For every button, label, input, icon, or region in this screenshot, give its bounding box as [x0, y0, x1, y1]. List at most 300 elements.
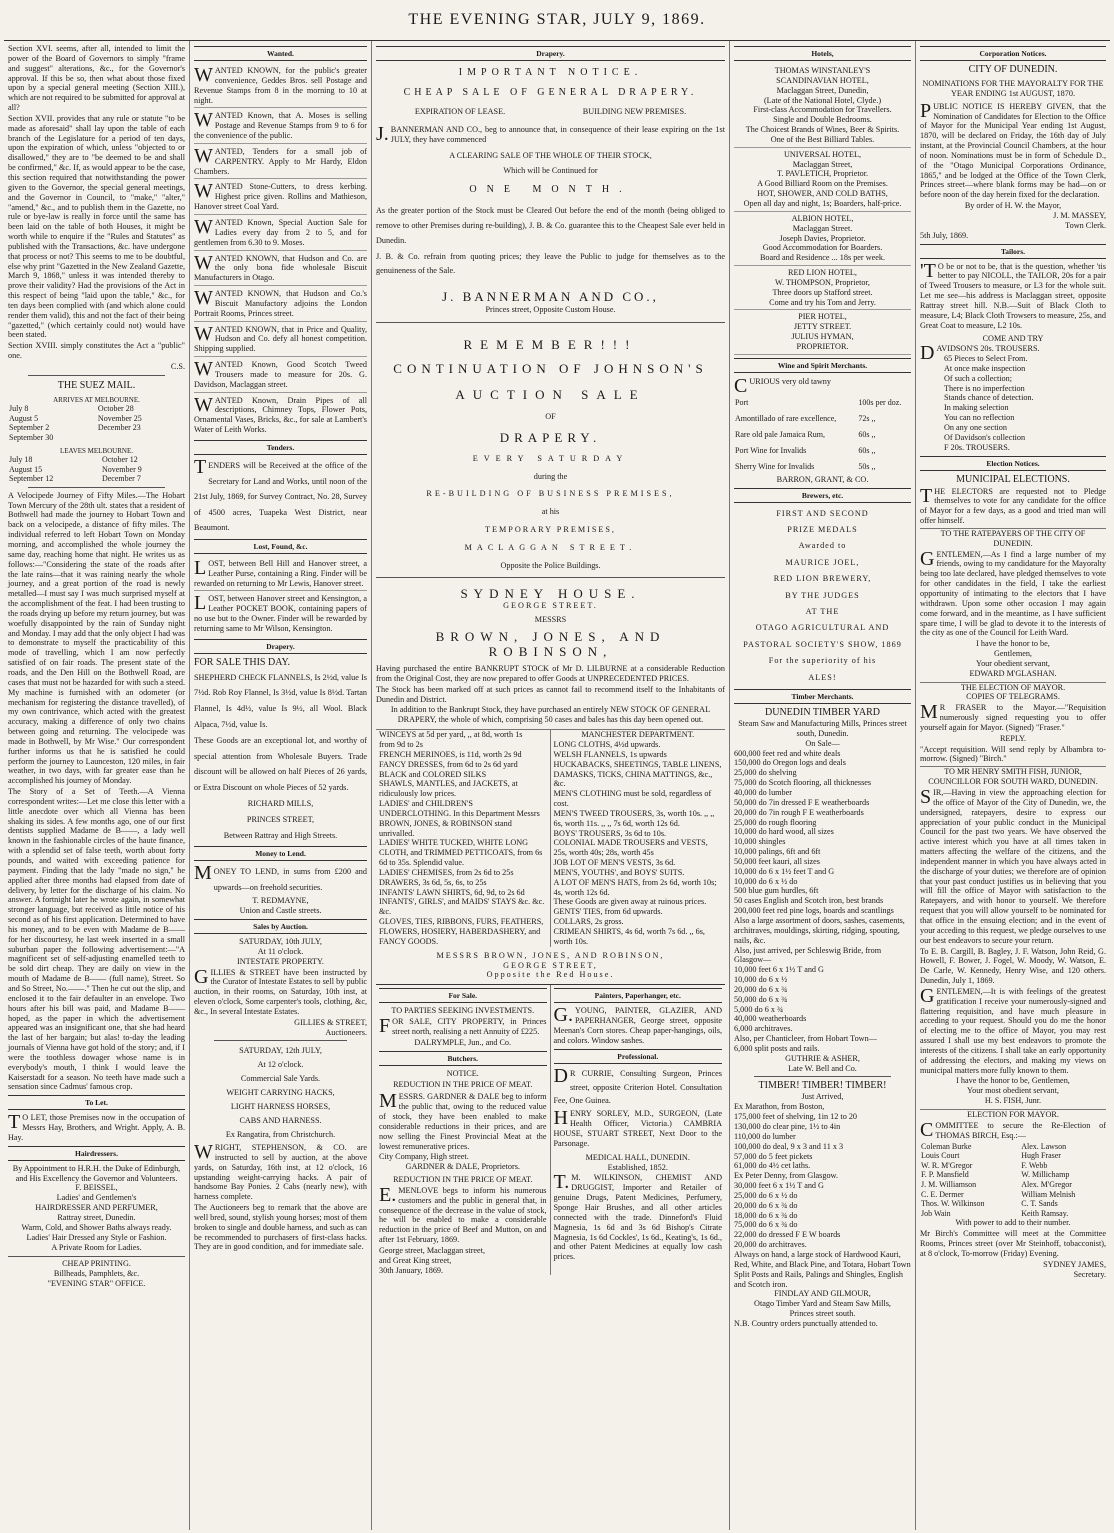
- hair-line: A Private Room for Ladies.: [51, 1242, 142, 1252]
- committee-row-cell: C. E. Dermer: [921, 1189, 964, 1199]
- timber-1-line: 10,000 feet 6 x 1½ T and G: [734, 965, 824, 975]
- butchers-body-2: E.MENLOVE begs to inform his numerous customers and the public in general that, in consequence of the decrease in the value of stock, he will be enabled to make a considerable reduction in the price of Beef and Mutton, on and after 1st February, 1869.: [379, 1183, 547, 1245]
- arriving-row-cell: December 23: [97, 423, 141, 433]
- hairdresser-ad: [8, 1164, 185, 1253]
- timber-1-line: 10,000 do 6 x ½: [734, 975, 788, 985]
- arriving-row-cell: November 25: [97, 413, 142, 423]
- sydney-house: SYDNEY HOUSE.: [460, 585, 641, 601]
- tailors-header: Tailors.: [920, 244, 1106, 259]
- wine-row-cell: 50s ,,: [858, 461, 876, 471]
- bjr-right-item: MEN'S CLOTHING must be sold, regardless of cost.: [553, 789, 712, 809]
- tailors-davidson-title: DAVIDSON'S 20s. TROUSERS.: [920, 342, 1040, 365]
- brewers-line: AT THE: [805, 607, 840, 617]
- arriving-row-cell: September 2: [9, 423, 50, 433]
- smith-names: To E. B. Cargill, B. Bagley, J. F. Watson, John Reid, G. Howell, F. Bower, J. Fogel, W. Moody, W. Watson, E. De Carle, W. Kennedy, Henry Wise, and 120 others. Dunedin, July 1, 1869.: [920, 946, 1106, 986]
- timber-1-line: 10,000 do 6 x ½ do: [734, 876, 798, 886]
- drapery-title-3: DRAPERY.: [499, 430, 602, 446]
- arriving-row-cell: October 28: [97, 404, 134, 414]
- bjr-body-2: The Stock has been marked off at such prices as cannot fail to recommend itself to the Inhabitants of Dunedin and District.: [376, 684, 725, 704]
- smith-body: SIR,—Having in view the approaching election for the office of Mayor of the City of Dunedin, we, the undersigned, ratepayers, desire to express our appreciation of your public conduct in the Municipal Council for the past two years. We have observed the active interest which you have at all times taken in matters affecting the welfare of the citizens, and the independent manner in which you have always acted in the discharge of your duties; we therefore are of opinion that your past conduct justifies us in believing that you will fill the office of Mayor with satisfaction to the Ratepayers, and with honor to yourself. We therefore request that you will allow yourself to be nominated for that office in the ensuing election; and in the event of your acceding to this request, we pledge ourselves to use our best endeavors to secure your return.: [920, 786, 1106, 945]
- lease-line: [376, 107, 725, 117]
- column-5: [916, 41, 1110, 1530]
- timber-2-line: Ex Marathon, from Boston,: [734, 1102, 825, 1112]
- committee-row-cell: W. R. M'Gregor: [921, 1160, 973, 1170]
- committee-row-cell: Hugh Fraser: [1021, 1151, 1061, 1161]
- forsale-signature: DALRYMPLE, Jun., and Co.: [414, 1037, 512, 1047]
- bjr-title: BROWN, JONES, AND ROBINSON,: [435, 628, 666, 660]
- clearing-sale: A CLEARING SALE OF THE WHOLE OF THEIR STOCK,: [449, 150, 652, 160]
- article-paragraph: Section XVI. seems, after all, intended to limit the power of the Board of Governors to simply "frame and suggest" alterations, &c., for the Governor's approval. If this be so, then what about those fixed upon by a special general meeting (Section XIII.), which are not required to be submitted for approval at all?: [8, 44, 185, 113]
- brewers-line: For the superiority of his: [768, 656, 877, 666]
- butchers-header: Butchers.: [379, 1051, 547, 1066]
- money-sig-line: T. REDMAYNE,: [252, 896, 309, 906]
- timber-1-signature: [734, 1054, 911, 1074]
- bjr-right-item: COLONIAL MADE TROUSERS and VESTS, 25s, worth 40s; 28s, worth 45s: [553, 838, 708, 858]
- bjr-left-item: FANCY DRESSES, from 6d to 2s 6d yard: [379, 759, 518, 769]
- timber-1-title: DUNEDIN TIMBER YARD: [765, 707, 880, 719]
- wanted-ad: WANTED KNOWN, that Hudson and Co.'s Biscuit Manufactory adjoins the London Portrait Rooms, Princes street.: [194, 287, 367, 322]
- auction-2-line: Ex Rangatira, from Christchurch.: [225, 1130, 336, 1140]
- hotel-line: HOT, SHOWER, AND COLD BATHS,: [757, 189, 888, 199]
- auction-1-line: INTESTATE PROPERTY.: [237, 956, 324, 966]
- arriving-row: [8, 414, 185, 424]
- arriving-row-cell: August 5: [9, 413, 39, 423]
- bjr-left-item: LADIES' CHEMISES, from 2s 6d to 25s: [379, 867, 514, 877]
- ratepayers-sig-line: Gentlemen,: [994, 649, 1032, 659]
- smith-title: TO MR HENRY SMITH FISH, JUNIOR, COUNCILLOR FOR SOUTH WARD, DUNEDIN.: [920, 766, 1106, 787]
- committee-row: [920, 1151, 1106, 1161]
- brewers-line: BY THE JUDGES: [785, 590, 860, 600]
- bjr-left-item: FRENCH MERINOES, is 11d, worth 2s 9d: [379, 749, 522, 759]
- professional-header: Professional.: [554, 1049, 723, 1064]
- election-mayor-title: THE ELECTION OF MAYOR.: [920, 682, 1106, 693]
- committee-row-cell: Keith Ramsay.: [1021, 1208, 1069, 1218]
- corp-sig-line: J. M. MASSEY,: [1053, 210, 1106, 220]
- rebuilding-label: RE-BUILDING OF BUSINESS PREMISES,: [426, 489, 675, 499]
- wine-row: [734, 411, 911, 427]
- wine-row-cell: Port Wine for Invalids: [735, 445, 807, 455]
- auction-1-sig-line: Auctioneers.: [325, 1027, 367, 1037]
- timber-2-line: 20,000 do architraves.: [734, 1240, 807, 1250]
- hair-line: Warm, Cold, and Shower Baths always ready.: [21, 1222, 172, 1232]
- timber-1-line: 40,000 do lumber: [734, 788, 792, 797]
- timber-2-line: 20,000 do 6 x ¾ do: [734, 1200, 798, 1210]
- bjr-right-item: MEN'S TWEED TROUSERS, 3s, worth 10s. ,, ,, 6s, worth 11s. ,, ,, 7s 6d, worth 12s 6d.: [553, 808, 715, 828]
- corporation-header: Corporation Notices.: [920, 46, 1106, 61]
- hotel-line: PIER HOTEL,: [798, 312, 847, 322]
- wanted-ad: WANTED Known, Special Auction Sale for Ladies every day from 2 to 5, and for gentlemen from 6.30 to 9. Moses.: [194, 216, 367, 251]
- wine-row-cell: Rare old pale Jamaica Rum,: [735, 429, 825, 439]
- mayor-note: Mr Birch's Committee will meet at the Committee Rooms, Princes street (over Mr Steinhoff, tobacconist), at 8 o'clock, To-morrow (Friday) Evening.: [920, 1229, 1106, 1258]
- timber-1-sale: On Sale—: [805, 738, 840, 748]
- bjr-right-item: These Goods are given away at ruinous prices.: [553, 897, 707, 907]
- auction-2-line: LIGHT HARNESS HORSES,: [230, 1102, 331, 1112]
- hotel-line: SCANDINAVIAN HOTEL,: [776, 75, 869, 85]
- notice-title: IMPORTANT NOTICE.: [458, 67, 643, 78]
- bjr-right-item: HUCKABACKS, SHEETINGS, TABLE LINENS, DAMASKS, TICKS, CHINA MATTINGS, &c., &c.: [553, 759, 722, 789]
- timber-2-line: 30,000 feet 6 x 1½ T and G: [734, 1181, 824, 1191]
- arriving-row-cell: September 30: [9, 433, 54, 443]
- drapery-sig-line: PRINCES STREET,: [246, 815, 315, 824]
- timber-1-line: 10,000 do 6 x 1½ feet T and G: [734, 866, 835, 876]
- auction-1-line: SATURDAY, 10th JULY,: [239, 937, 322, 946]
- committee-table: [920, 1142, 1106, 1219]
- lost-header: Lost, Found, &c.: [194, 539, 367, 554]
- wine-row-cell: 100s per doz.: [858, 397, 902, 407]
- reply-label: REPLY.: [999, 733, 1027, 743]
- leaving-label: LEAVES MELBOURNE.: [60, 446, 133, 455]
- timber-1-line: 10,000 palings, 6ft and 6ft: [734, 847, 821, 857]
- bannerman-body: As the greater portion of the Stock must be Cleared Out before the end of the month (being obliged to remove to other Premises during re-building), J. B. & Co. guarantee this to the Cheapest Sale ever held in Dunedin.: [376, 206, 725, 245]
- auction-2-line: SATURDAY, 12th JULY,: [239, 1046, 322, 1056]
- mayor-body: COMMITTEE to secure the Re-Election of THOMAS BIRCH, Esq.:—: [920, 1118, 1106, 1141]
- painters-ad: G.YOUNG, PAINTER, GLAZIER, AND PAPERHANGER, George street, opposite Meenan's Corn stores. Cheap paper-hangings, oils, and colors. Window sashes.: [553, 1004, 722, 1045]
- committee-row-cell: Alex. Lawson: [1021, 1141, 1067, 1151]
- forsale-header: For Sale.: [379, 988, 547, 1003]
- remember-title: REMEMBER!!!: [463, 337, 638, 353]
- bjr-footer-line: GEORGE STREET,: [503, 960, 598, 970]
- committee-row: [920, 1161, 1106, 1171]
- timber-1-line: 500 blue gum hurdles, 6ft: [734, 886, 819, 896]
- bjr-left-list: [376, 730, 551, 947]
- prof-sorley: HENRY SORLEY, M.D., SURGEON, (Late Health Officer, Victoria.) CAMBRIA HOUSE, STUART STREET, Next Door to the Parsonage.: [553, 1107, 722, 1148]
- bjr-left-item: SHAWLS, MANTLES, and JACKETS, at ridiculously low prices.: [379, 779, 518, 799]
- tolet-header: To Let.: [8, 1095, 185, 1110]
- bjr-left-item: LADIES' WHITE TUCKED, WHITE LONG CLOTH, and TRIMMED PETTICOATS, from 6s 6d to 35s. Splendid value.: [379, 838, 543, 868]
- committee-row-cell: W. Millichamp: [1021, 1170, 1070, 1180]
- timber-2-list: [734, 1102, 911, 1289]
- bjr-right-item: A LOT OF MEN'S HATS, from 2s 6d, worth 10s; 4s, worth 12s 6d.: [553, 877, 717, 897]
- of-label: OF: [545, 412, 556, 422]
- tailors-poem-line: Stands chance of detection.: [944, 393, 1034, 403]
- smith-reply: GENTLEMEN,—It is with feelings of the greatest gratification I receive your numerously-signed and flattering requisition, and have much pleasure in acceding to your request. Should you do me the honor of electing me to the office of Mayor, you may rest assured I shall use my best endeavors to promote the interests of the citizens. I shall take an early opportunity of addressing the electors, and making my views on municipal matters more fully known to them.: [920, 984, 1106, 1075]
- timber-1-line: 200,000 feet red pine logs, boards and scantlings: [734, 906, 894, 916]
- leaving-row-cell: November 9: [101, 464, 142, 474]
- auction-2-note: The Auctioneers beg to remark that the above are well bred, sound, stylish young horses; most of them broken to single and double harness, and such as can be recommended to purchasers of first-class hacks. They are in good condition, and for immediate sale.: [194, 1203, 367, 1252]
- wine-signature: BARRON, GRANT, & CO.: [776, 474, 869, 484]
- continuation-title: CONTINUATION OF JOHNSON'S: [393, 361, 708, 377]
- brewers-line: Awarded to: [798, 541, 847, 551]
- drapery-signature: [194, 796, 367, 843]
- brewers-line: PASTORAL SOCIETY'S SHOW, 1869: [743, 639, 902, 649]
- committee-row: [920, 1180, 1106, 1190]
- article-statutes: [8, 44, 185, 361]
- butchers-notice: NOTICE.: [446, 1068, 479, 1078]
- bjr-footer-line: Opposite the Red House.: [486, 970, 615, 980]
- expiration-label: EXPIRATION OF LEASE.: [414, 107, 506, 116]
- article-paragraph: Section XVII. provides that any rule or statute "to be made as aforesaid" shall lay upon the table of each branch of the Legislature for a period of ten days, upon the expiration of which, unless "objected to or disallowed," they are to "be deemed to be and shall be confirmed," &c. If, as would appear to be the case, this section required that notwithstanding the power given to the Governor, the special general meetings, and the Governor in Council, to "make," "alter," "amend," &c., and to publish them in the Gazette, no rule or bye-law is really in force until the same has been laid on the table of both Houses, it might be worth while to enquire if the "Rules and Statutes" as published with the Transactions, &c. have undergone that process or not? This seems to me to be doubtful, else why print "Gazetted in the New Zealand Gazette, March 9, 1868," unless it was intended thereby to prove their validity? Had the provisions of the Act in this respect of being "laid upon the table," &c., for ten days been complied with (and which alone could render them valid), this and not the fact of their being "gazetted," (which certainly could not) would have been stated.: [8, 113, 185, 340]
- bjr-left-item: BLACK and COLORED SILKS: [379, 769, 487, 779]
- tailors-poem-line: On any one section: [944, 423, 1007, 432]
- butchers-reduction-2: REDUCTION IN THE PRICE OF MEAT.: [393, 1175, 533, 1185]
- column-3: [372, 41, 730, 1530]
- hotel-line: (Late of the National Hotel, Clyde.): [763, 95, 882, 105]
- tolet-ad: TO LET, those Premises now in the occupation of Messrs Hay, Brothers, and Wright. Apply, A. B. Hay.: [8, 1111, 185, 1142]
- butchers-sig-line: and Great King street,: [379, 1255, 452, 1265]
- wine-row-cell: 60s ,,: [858, 429, 876, 439]
- temporary-premises: TEMPORARY PREMISES,: [485, 525, 616, 535]
- bjr-right-item: CRIMEAN SHIRTS, 4s 6d, worth 7s 6d. ,, 6s, worth 10s.: [553, 927, 705, 946]
- manchester-title: MANCHESTER DEPARTMENT.: [581, 730, 695, 740]
- bannerman-body-2: J. B. & Co. refrain from quoting prices; they leave the Public to judge for themselves as to the genuineness of the Sale.: [376, 251, 725, 276]
- timber-2-line: 25,000 do 6 x ½ do: [734, 1190, 798, 1200]
- committee-row-cell: Thos. W. Wilkinson: [921, 1199, 985, 1209]
- timber-1-line: Also, per Chanticleer, from Hobart Town—: [734, 1034, 877, 1044]
- lost-ad: LOST, between Bell Hill and Hanover street, a Leather Purse, containing a Ring. Finder will be rewarded on returning to Mr Lewis, Hanover street.: [194, 557, 367, 592]
- wanted-ad: WANTED Known, Good Scotch Tweed Trousers made to measure for 20s. G. Davidson, Maclaggan street.: [194, 358, 367, 393]
- medical-hall-title: MEDICAL HALL, DUNEDIN.: [585, 1152, 690, 1162]
- bjr-left-item: INFANTS' LAWN SHIRTS, 6d, 9d, to 2s 6d: [379, 887, 525, 897]
- arriving-table: [8, 404, 185, 442]
- auction-2-line: CABS AND HARNESS.: [239, 1116, 322, 1126]
- mayor-sig-line: SYDNEY JAMES,: [1043, 1259, 1106, 1269]
- committee-row-cell: Job Wain: [921, 1208, 951, 1218]
- hotel-line: Maclaggan Street,: [792, 159, 853, 169]
- hotel-line: Good Accommodation for Boarders.: [762, 243, 883, 253]
- hotel-line: T. PAVLETICH, Proprietor.: [776, 169, 869, 179]
- timber-2-line: 75,000 do 6 x ¾ do: [734, 1220, 798, 1230]
- smith-sig-line: Your most obedient servant,: [967, 1086, 1059, 1096]
- mayor-title: ELECTION FOR MAYOR.: [920, 1109, 1106, 1120]
- timber-1-line: 25,000 do rough flooring: [734, 817, 817, 827]
- tenders-header: Tenders.: [194, 440, 367, 455]
- drapery-body: [194, 670, 367, 796]
- committee-row-cell: Alex. M'Gregor: [1021, 1179, 1072, 1189]
- brewers-header: Brewers, etc.: [734, 488, 911, 503]
- medical-hall-established: Established, 1852.: [607, 1162, 668, 1172]
- committee-row-cell: J. M. Williamson: [921, 1179, 977, 1189]
- timber-2-line: Always on hand, a large stock of Hardwood Kauri, Red, White, and Black Pine, and Totara, Hobart Town Split Posts and Rails, Palings and Shingles, English and Scotch iron.: [734, 1249, 911, 1289]
- leaving-row: [8, 455, 185, 465]
- cheap-sale-title: CHEAP SALE OF GENERAL DRAPERY.: [403, 87, 698, 98]
- mayor-power: With power to add to their number.: [955, 1218, 1071, 1228]
- teeth-article: The Story of a Set of Teeth.—A Vienna correspondent writes:—Let me close this letter with a little anecdote over which all Vienna has been shaking its sides. A few months ago, one of our first dentists supplied Madame de B——, a lady well known in the fashionable circles of the haute finance, with a splendid set of false teeth, worth about forty pounds, and waited with exceeding patience for payment. Finding that the lady "made no sign," he applied after three months had elapsed from date of delivery, by letter for the discharge of his claim. No answer. A fortnight later he wrote again, in somewhat stronger language, but received as little notice of his second as of his first application. Determined to have his money, and to be even with Madame de B—— for her discourtesy, he last week inserted in a small suburban paper the following advertisement:—"A magnificent set of self-adjusting enamelled teeth to be sold dirt cheap. They are daily on view in the mouth of Madame de B—— (full name), Street. So and So Street, No.——." Then he cut out the slip, and enclosed it to the fair defaulter in an envelope. Two hours after his bill was paid, and Madame B—— hoped, as the paper in which the advertisement appeared was an insignificant one, that she had heard the last of her bargain; but alas! to-day the leading journals of Vienna have got hold of the story; and, if I were the toothless dowager whose name is in everybody's mouth, I think I would leave the Kaiserstadt for a season. No teeth have made such a sensation since Cadmus' famous crop.: [8, 787, 185, 1092]
- hotel-line: PROPRIETOR.: [796, 341, 849, 351]
- wine-header: Wine and Spirit Merchants.: [734, 358, 911, 373]
- tailors-poem-line: At once make inspection: [944, 363, 1026, 373]
- corp-date: 5th July, 1869.: [920, 230, 969, 240]
- money-signature: [194, 896, 367, 916]
- arriving-row: [8, 433, 185, 443]
- timber-1-line: 600,000 feet red and white deals: [734, 748, 841, 758]
- one-month: ONE MONTH.: [469, 184, 632, 196]
- timber-2-line: 175,000 feet of shelving, 1in 12 to 20: [734, 1112, 858, 1122]
- timber-2-line: 22,000 do dressed F E W boards: [734, 1230, 841, 1240]
- timber-1-line: Also a large assortment of doors, sashes, casements, architraves, mouldings, skirting, ridging, spouting, nails, &c.: [734, 915, 905, 945]
- butchers-signature: GARDNER & DALE, Proprietors.: [405, 1162, 520, 1172]
- hotel-line: Open all day and night, 1s; Boarders, half-price.: [743, 198, 902, 208]
- wanted-ad: WANTED, Tenders for a small job of CARPENTRY. Apply to Mr Hardy, Eldon Chambers.: [194, 145, 367, 180]
- at-his-label: at his: [541, 507, 560, 517]
- column-4: [730, 41, 916, 1530]
- money-sig-line: Union and Castle streets.: [239, 906, 322, 916]
- telegram-2: "Accept requisition. Will send reply by Albambra to-morrow. (Signed) "Birch.": [920, 744, 1106, 764]
- tailors-poem-line: 65 Pieces to Select From.: [944, 354, 1028, 364]
- messrs-label: MESSRS: [534, 615, 567, 625]
- leaving-table: [8, 455, 185, 484]
- timber-2-note: N.B. Country orders punctually attended to.: [734, 1318, 878, 1328]
- tailors-poem-line: Of such a collection;: [944, 373, 1012, 383]
- timber-2-sig-line: Otago Timber Yard and Steam Saw Mills,: [754, 1299, 891, 1309]
- timber-2-line: 130,000 do clear pine, 1½ to 4in: [734, 1122, 841, 1131]
- leaving-row: [8, 474, 185, 484]
- municipal-notice: THE ELECTORS are requested not to Pledge themselves to vote for any candidate for the office of Mayor for a few days, as a good and tried man will offer himself.: [920, 484, 1106, 526]
- bannerman-name: J. BANNERMAN AND CO.,: [442, 289, 659, 305]
- corp-city: CITY OF DUNEDIN.: [968, 64, 1058, 75]
- tailors-poem-line: In making selection: [944, 403, 1009, 413]
- hotel-red-lion: [734, 266, 911, 310]
- smith-sig-line: H. S. FISH, Junr.: [984, 1096, 1042, 1106]
- lost-list: [194, 557, 367, 636]
- timber-1-list: [734, 749, 911, 1054]
- hotel-albion: [734, 212, 911, 266]
- committee-row-cell: William Melnish: [1021, 1189, 1076, 1199]
- telegrams-title: COPIES OF TELEGRAMS.: [966, 692, 1060, 702]
- bjr-right-item: GENTS' TIES, from 6d upwards.: [553, 907, 663, 917]
- maclaggan-street: MACLAGGAN STREET.: [464, 542, 637, 552]
- wanted-ad: WANTED KNOWN, for the public's greater convenience, Geddes Bros. sell Postage and Revenue Stamps from 8 in the morning to 10 at night.: [194, 64, 367, 108]
- drapery-header-2: Drapery.: [194, 639, 367, 654]
- auction-1-line: At 11 o'clock.: [257, 946, 304, 956]
- printing-ad: [8, 1256, 185, 1289]
- drapery-paragraph: SHEPHERD CHECK FLANNELS, Is 2½d, value Is 7½d. Rob Roy Flannel, Is 3½d, value Is 8½d. Tartan Flannel, Is 4d½, value Is 9½, all Wool. Black Alpaca, 7½d, value Is.: [194, 672, 367, 729]
- brewers-line: OTAGO AGRICULTURAL AND: [755, 623, 890, 633]
- hotel-line: JULIUS HYMAN,: [791, 332, 854, 342]
- drapery-sig-line: Between Rattray and High Streets.: [223, 830, 338, 840]
- bjr-right-item: JOB LOT OF MEN'S VESTS, 3s 6d.: [553, 858, 676, 868]
- timber-1-line: 5,000 do 6 x ¾: [734, 1004, 784, 1014]
- committee-row-cell: C. T. Sands: [1021, 1199, 1058, 1209]
- column-2: [190, 41, 372, 1530]
- leaving-row-cell: August 15: [9, 464, 43, 474]
- tailors-poem-line: Of Davidson's collection: [944, 432, 1026, 442]
- auction-sale-title: AUCTION SALE: [455, 386, 646, 402]
- brewers-line: PRIZE MEDALS: [787, 525, 858, 535]
- timber-1-line: 40,000 weatherboards: [734, 1014, 807, 1024]
- timber-1-line: 150,000 do Oregon logs and deals: [734, 758, 846, 768]
- hair-line: HAIRDRESSER AND PERFUMER,: [35, 1203, 158, 1213]
- timber-1-line: 50,000 feet kauri, all sizes: [734, 856, 820, 866]
- timber-1-line: 50,000 do 7in dressed F E weatherboards: [734, 797, 870, 807]
- auction-1-title: [194, 937, 367, 967]
- bjr-footer: [376, 951, 725, 981]
- election-header: Election Notices.: [920, 456, 1106, 471]
- arriving-row: [8, 404, 185, 414]
- timber-2-sig-line: FINDLAY AND GILMOUR,: [774, 1289, 871, 1299]
- hotel-line: Single and Double Bedrooms.: [773, 115, 872, 125]
- continued-label: Which will be Continued for: [503, 166, 598, 176]
- timber-2-line: 110,000 do lumber: [734, 1131, 796, 1141]
- ratepayers-sig-line: Your obedient servant,: [976, 658, 1050, 668]
- brewers-line: ALES!: [808, 672, 837, 682]
- butchers-sig-line: George street, Maclaggan street,: [379, 1245, 486, 1255]
- arriving-row-cell: July 8: [9, 404, 29, 414]
- hotel-line: RED LION HOTEL,: [788, 268, 857, 278]
- committee-row-cell: F. P. Mansfield: [921, 1170, 969, 1180]
- butchers-reduction: REDUCTION IN THE PRICE OF MEAT.: [393, 1080, 533, 1090]
- timber-1-line: 75,000 do Scotch flooring, all thicknesses: [734, 778, 872, 788]
- bjr-left-item: DRAWERS, 3s 6d, 5s, 6s, to 25s: [379, 877, 487, 887]
- auction-2-line: WEIGHT CARRYING HACKS,: [226, 1088, 335, 1098]
- timber-1-line: 6,000 split posts and rails.: [734, 1043, 820, 1053]
- tenders-ad: TENDERS will be Received at the office of the Secretary for Land and Works, until noon of the 21st July, 1869, for Survey Contract, No. 28, Survey of 4500 acres, Tuapeka West District, near Beaumont.: [194, 456, 367, 533]
- during-label: during the: [533, 471, 568, 481]
- ratepayers-sig-line: EDWARD M'GLASHAN.: [969, 668, 1057, 678]
- timber-1-line: 20,000 do 7in rough F E weatherboards: [734, 807, 864, 817]
- timber-2-line: 61,000 do 4½ cet laths.: [734, 1161, 811, 1171]
- masthead: THE EVENING STAR, JULY 9, 1869.: [408, 11, 706, 29]
- wine-table: [734, 395, 911, 475]
- wine-row-cell: Amontillado of rare excellence,: [735, 413, 837, 423]
- leaving-row-cell: October 12: [101, 455, 138, 464]
- bjr-body-3: In addition to the Bankrupt Stock, they have purchased an entirely NEW STOCK OF GENERAL DRAPERY, the whole of which, comprising 50 cases and bales has this day been opened out.: [390, 705, 711, 725]
- drapery-sig-line: RICHARD MILLS,: [247, 799, 314, 809]
- timber-1-sig-line: Late W. Bell and Co.: [788, 1063, 857, 1073]
- money-ad: MONEY TO LEND, in sums from £200 and upwards—on freehold securities.: [194, 862, 367, 892]
- timber-2-sig-line: Princes street south.: [789, 1309, 856, 1319]
- wine-row-cell: 72s ,,: [858, 413, 876, 423]
- hotels-header: Hotels,: [734, 46, 911, 61]
- article-signature: C.S.: [170, 362, 185, 371]
- velocipede-article: A Velocipede Journey of Fifty Miles.—The Hobart Town Mercury of the 28th ult. states that a resident of Bothwell had made the journey to Hobart Town and back on a velocipede, a distance of fifty miles. The individual referred to left Hobart Town on Monday morning, and accomplished the whole journey the same day, reaching home that night. He writes us as follows:—"Considering the state of the roads after the late rains—that it was raining nearly the whole journey, and a great portion of the road is newly metalled—I must say I was much surprised myself at the accomplishment of the feat. I had been trusting to the roads drying up before my return journey, but was woefully disappointed by the rain of Sunday night and Monday. I may add that the only object I had was to demonstrate to myself the practicability of this mode of travelling, which I am now perfectly satisfied of on fair roads. The present state of the roads, and the Den Hill on the Bothwell Road, are cases that must not be hazarded for with such a steed. My machine is furnished with an odometer (or mechanism for registering the distance travelled), of my own contrivance, which acted with the greatest accuracy, making a difference of only two chains between going and returning. The velocipede was made in Bothwell, by Mr Wise." Our correspondent further informs us that he is satisfied he could perform the journey to Launceston, 120 miles, in fair weather, in two days, with far greater ease than he accomplished his journey of Monday.: [8, 490, 185, 786]
- brewers-line: FIRST AND SECOND: [776, 508, 869, 518]
- auction-2-body: WRIGHT, STEPHENSON, & CO. are instructed to sell by auction, at the above yards, on Saturday, 16th inst, at 12 o'clock, 16 upstanding weight-carrying hacks. A pair of handsome Bay Ponies. 2 Cabs (nearly new), with harness complete.: [194, 1141, 367, 1202]
- drapery-header-3: Drapery.: [376, 46, 725, 61]
- leaving-row-cell: July 18: [9, 455, 33, 464]
- tailors-poem-line: You can no reflection: [944, 413, 1015, 423]
- corp-title: NOMINATIONS FOR THE MAYORALTY FOR THE YEAR ENDING 1st AUGUST, 1870.: [922, 79, 1104, 98]
- mayor-signature: [920, 1260, 1106, 1280]
- hotel-line: The Choicest Brands of Wines, Beer & Spirits.: [745, 125, 900, 135]
- auction-1-body: GILLIES & STREET have been instructed by the Curator of Intestate Estates to sell by public auction, in their rooms, on Saturday, 10th inst, at eleven o'clock, Some carpenter's tools, clothing, &c, &c., In several Intestate Estates.: [194, 965, 367, 1016]
- bannerman-intro: J.BANNERMAN AND CO., beg to announce that, in consequence of their lease expiring on the 1st JULY, they have commenced: [376, 122, 725, 145]
- hotel-line: Board and Residence ... 18s per week.: [759, 253, 886, 263]
- wanted-ad: WANTED KNOWN, that Hudson and Co. are the only bona fide wholesale Biscuit Manufacturers in Otago.: [194, 252, 367, 287]
- hair-line: F. BEISSEL,: [75, 1183, 118, 1193]
- hotel-line: W. THOMPSON, Proprietor,: [775, 277, 870, 287]
- hotel-pier: [734, 310, 911, 354]
- butchers-body: MESSRS. GARDNER & DALE beg to inform the public that, owing to the reduced value of stock, they have been enabled to make considerable reductions in their prices, and are now selling the Finest Provincial Meat at the lowest remunerative prices.: [379, 1090, 547, 1151]
- mayor-sig-line: Secretary.: [1073, 1269, 1106, 1279]
- hotel-universal: [734, 148, 911, 212]
- bjr-right-list: [554, 740, 723, 947]
- wanted-ad: WANTED Known, Drain Pipes of all descriptions, Chimney Tops, Flower Pots, Ornamental Vases, Bricks, &c., for sale at Lambert's Water of Leith Works.: [194, 393, 367, 435]
- committee-row: [920, 1209, 1106, 1219]
- printing-line: "EVENING STAR" OFFICE.: [47, 1279, 146, 1289]
- committee-row: [920, 1190, 1106, 1200]
- hairdressers-header: Hairdressers.: [8, 1146, 185, 1161]
- timber-1-sig-line: GUTHRIE & ASHER,: [785, 1053, 860, 1063]
- timber-header: Timber Merchants.: [734, 689, 911, 704]
- timber-2-title: TIMBER! TIMBER! TIMBER!: [758, 1080, 887, 1092]
- building-label: BUILDING NEW PREMISES.: [582, 107, 687, 116]
- auction-2-line: Commercial Sale Yards.: [240, 1074, 321, 1084]
- hotel-scandinavian: [734, 64, 911, 148]
- wine-row-cell: Port: [735, 397, 749, 407]
- timber-2-line: 100,000 do deal, 9 x 3 and 11 x 3: [734, 1141, 844, 1151]
- hotel-line: First-class Accommodation for Travellers.: [753, 105, 892, 115]
- wine-row: [734, 459, 911, 475]
- auction-1-signature: [194, 1018, 367, 1038]
- bjr-left-item: from 9d to 2s: [379, 739, 423, 749]
- timber-1-line: Also, just arrived, per Schleswig Bride, from Glasgow—: [734, 945, 882, 965]
- timber-2-line: 18,000 do 6 x ¾ do: [734, 1210, 798, 1220]
- hair-line: Rattray street, Dunedin.: [57, 1213, 136, 1222]
- bjr-left-item: LADIES' and CHILDREN'S UNDERCLOTHING. In this Department Messrs BROWN, JONES, & ROBINSON stand unrivalled.: [379, 799, 540, 838]
- bjr-right-item: MEN'S, YOUTHS', and BOYS' SUITS.: [553, 867, 685, 877]
- leaving-row-cell: September 12: [9, 474, 54, 484]
- hotel-line: UNIVERSAL HOTEL,: [783, 149, 861, 159]
